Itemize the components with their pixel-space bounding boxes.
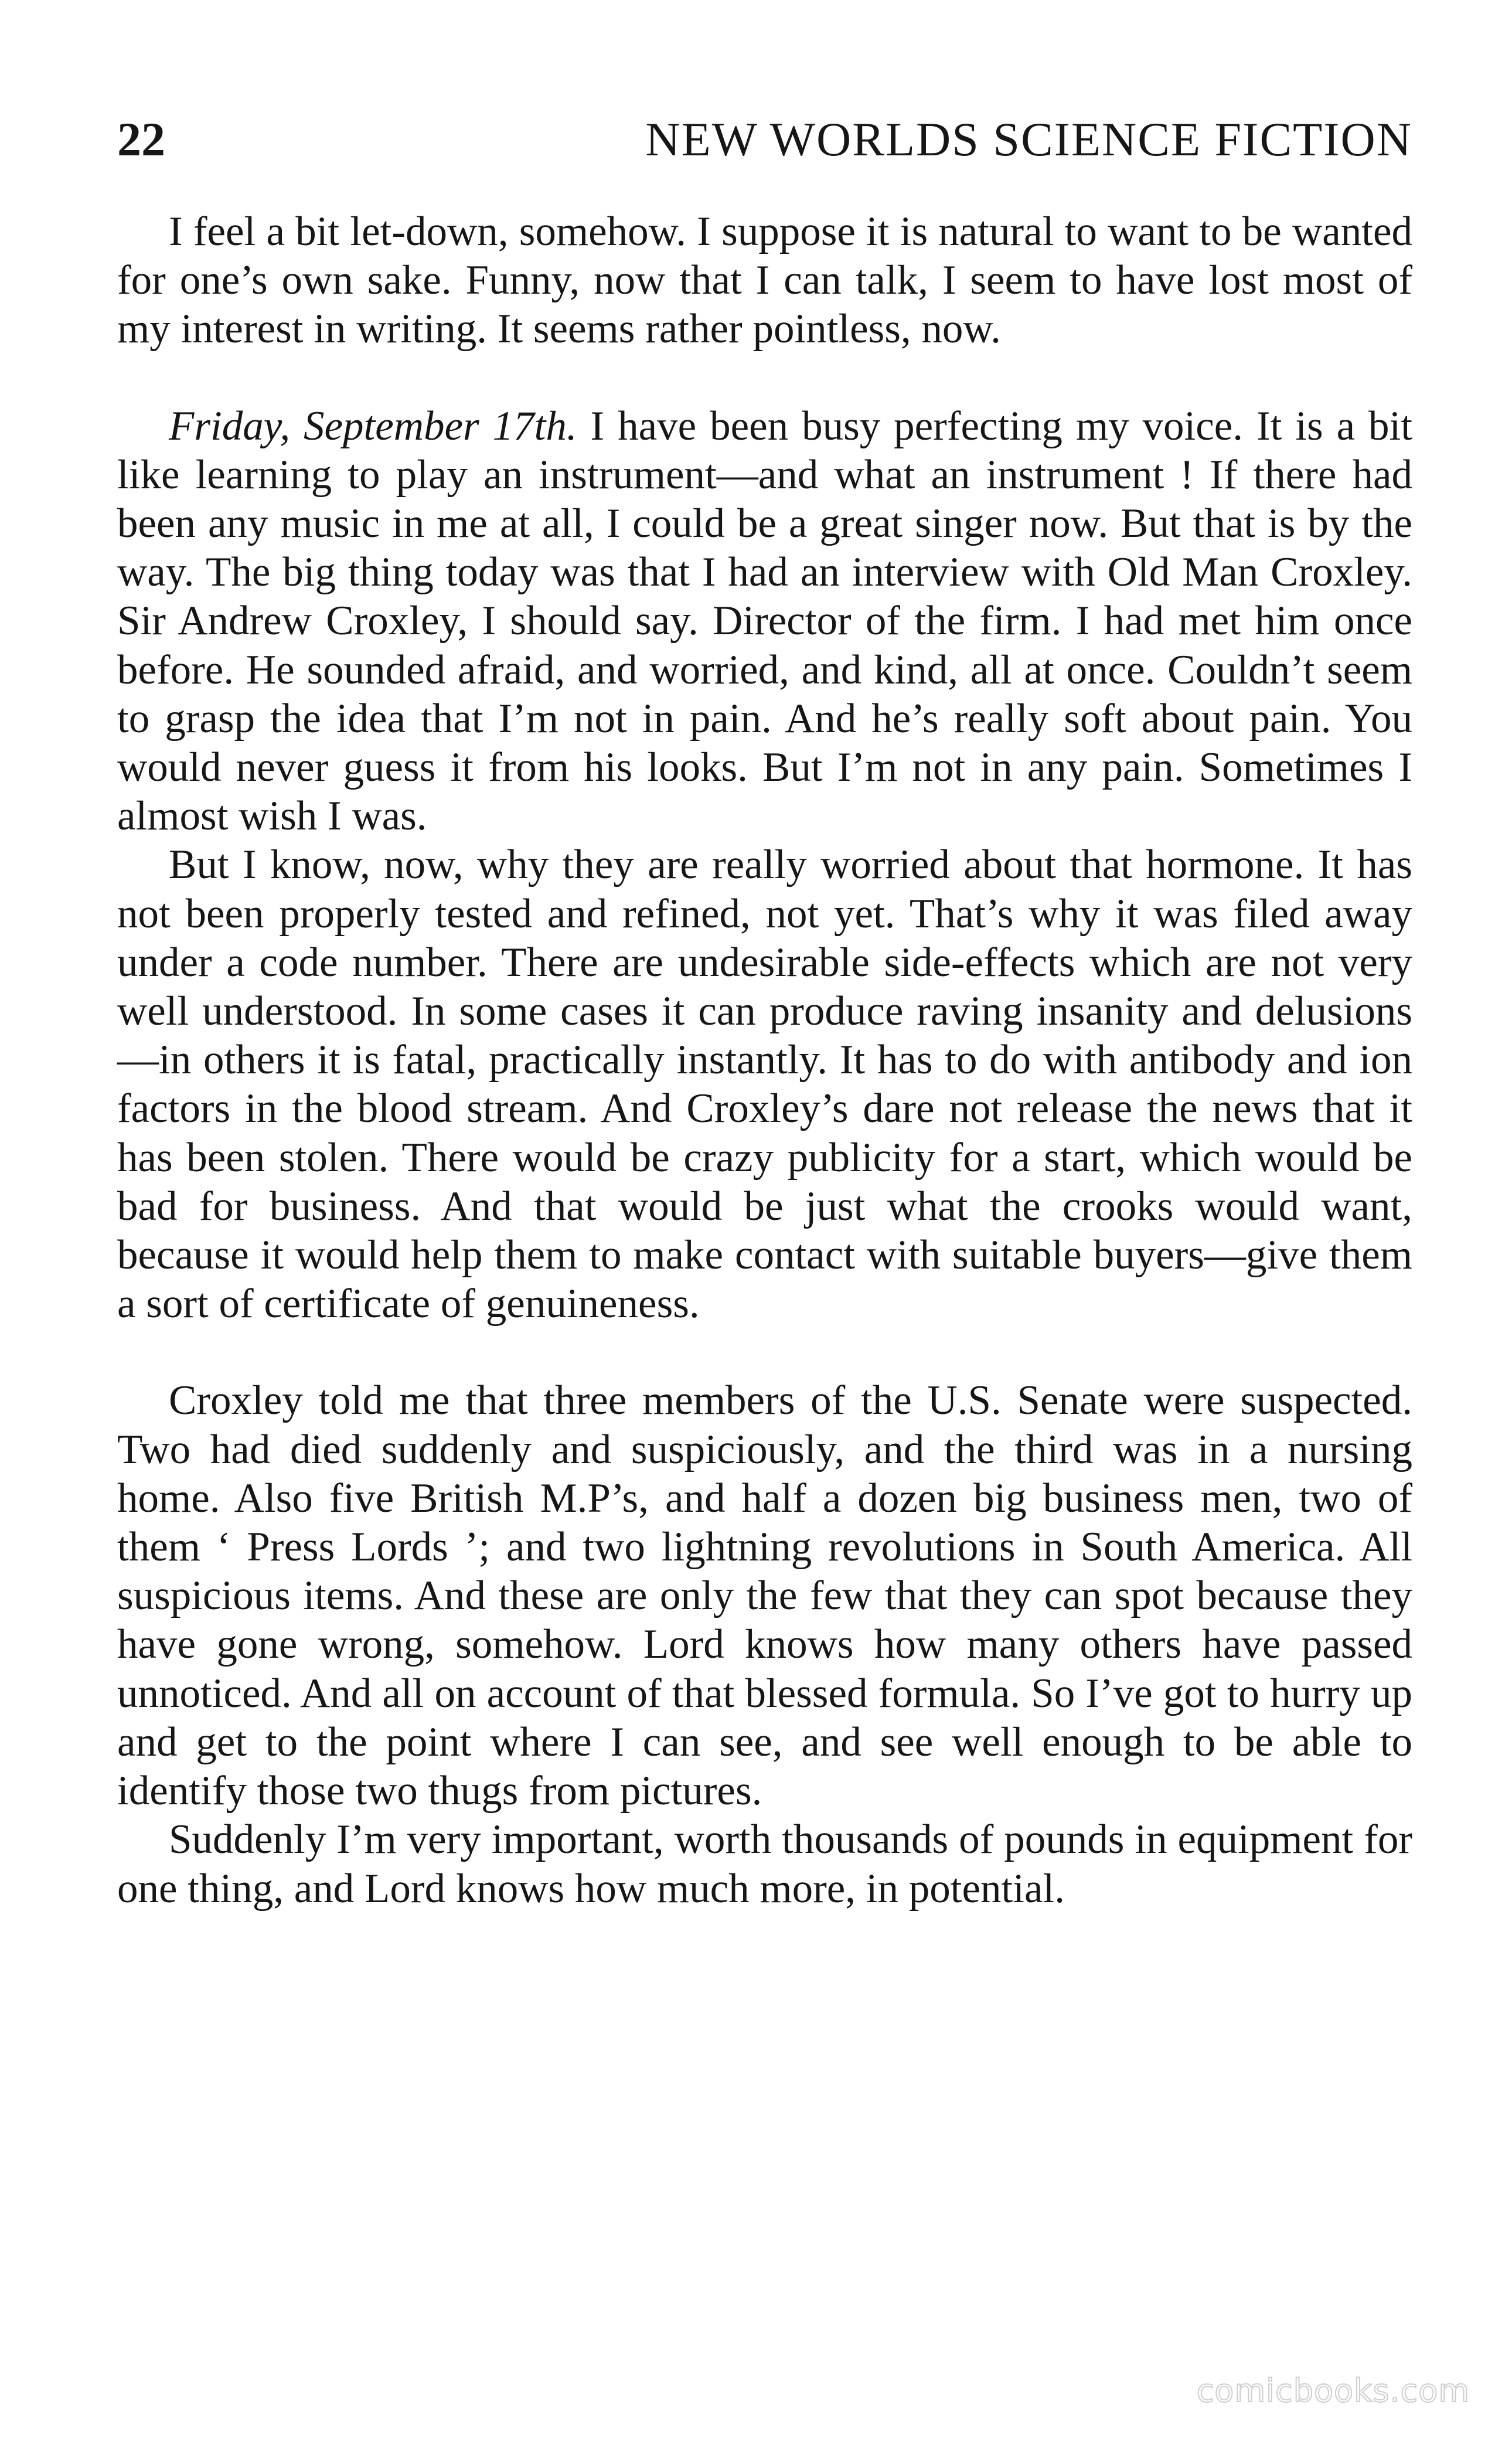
diary-date: Friday, September 17th. — [169, 403, 577, 449]
page-number: 22 — [117, 113, 165, 166]
paragraph-5: Suddenly I’m very important, worth thousands of pounds in equipment for one thing, and Lord knows how much more, in potential. — [117, 1817, 1412, 1912]
story-text — [117, 208, 1412, 1913]
page-header — [117, 110, 1412, 169]
paragraph-3: But I know, now, why they are really worried about that hormone. It has not been properly tested and refined, not yet. That’s why it was filed away under a code number. There are undesirable side-effects which are not very well understood. In some cases it can produce raving insanity and delusions—in others it is fatal, practically instantly. It has to do with antibody and ion factors in the blood stream. And Croxley’s dare not release the news that it has been stolen. There would be crazy publicity for a start, which would be bad for business. And that would be just what the crooks would want, because it would help them to make contact with suitable buyers—give them a sort of certificate of genuineness. — [117, 842, 1412, 1327]
paragraph-4: Croxley told me that three members of the U.S. Senate were suspected. Two had died suddenly and suspiciously, and the third was in a nursing home. Also five British M.P’s, and half a dozen big business men, two of them ‘ Press Lords ’; and two lightning revolutions in South America. All suspicious items. And these are only the few that they can spot because they have gone wrong, somehow. Lord knows how many others have passed unnoticed. And all on account of that blessed formula. So I’ve got to hurry up and get to the point where I can see, and see well enough to be able to identify those two thugs from pictures. — [117, 1378, 1412, 1814]
paragraph-2-text: I have been busy perfecting my voice. It is a bit like learning to play an instrument—and what an instrument ! If there had been any music in me at all, I could be a great singer now. But that is by the way. The big thing today was that I had an interview with Old Man Croxley. Sir Andrew Croxley, I should say. Director of the firm. I had met him once before. He sounded afraid, and worried, and kind, all at once. Couldn’t seem to grasp the idea that I’m not in pain. And he’s really soft about pain. You would never guess it from his looks. But I’m not in any pain. Sometimes I almost wish I was. — [117, 403, 1413, 839]
running-title: NEW WORLDS SCIENCE FICTION — [645, 113, 1412, 166]
source-watermark: comicbooks.com — [1196, 2372, 1470, 2409]
paragraph-1: I feel a bit let-down, somehow. I suppose it is natural to want to be wanted for one’s own sake. Funny, now that I can talk, I seem to have lost most of my interest in writing. It seems rather pointless, now. — [117, 209, 1412, 352]
paragraph-2 — [117, 402, 1412, 841]
